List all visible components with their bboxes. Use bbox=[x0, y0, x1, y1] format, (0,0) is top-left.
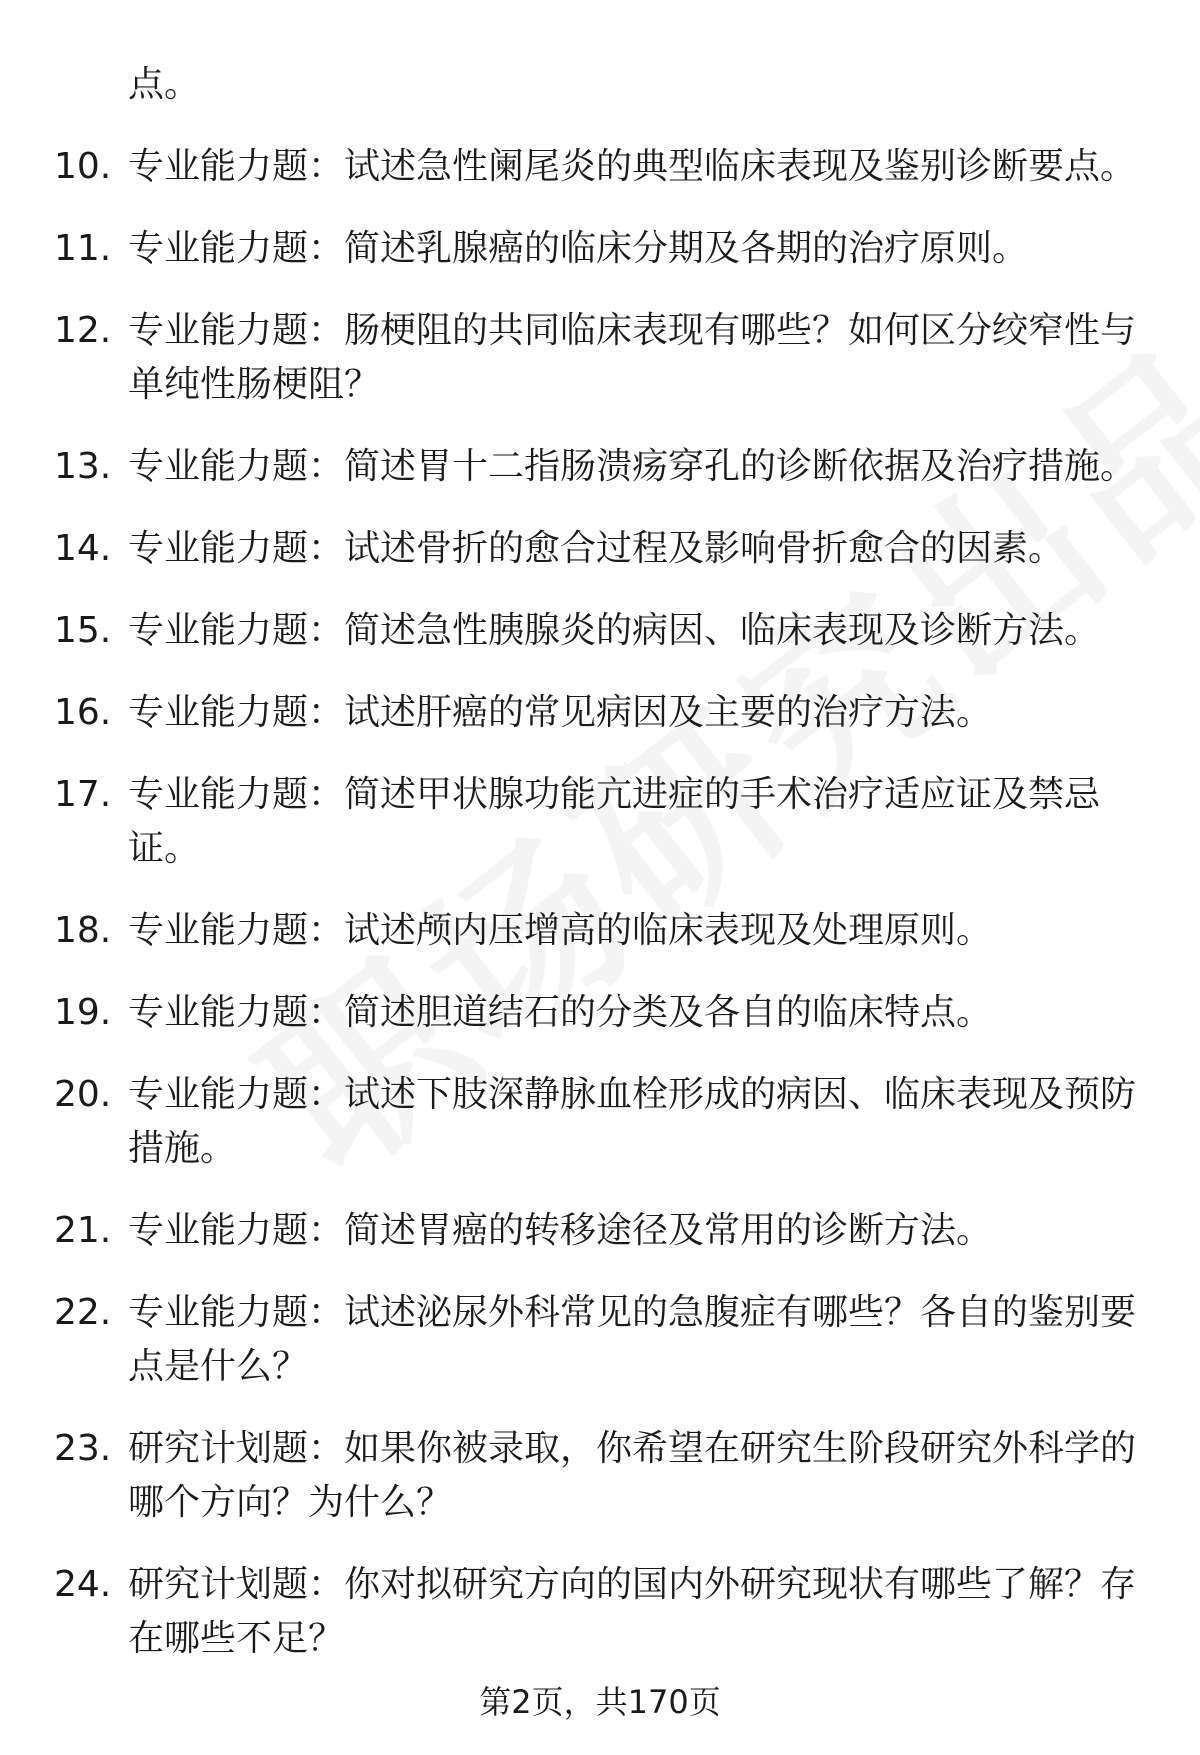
item-number: 18. bbox=[54, 910, 112, 951]
list-item bbox=[0, 222, 1200, 276]
list-item bbox=[0, 1068, 1200, 1176]
list-item bbox=[0, 140, 1200, 194]
item-text: 专业能力题：简述胃癌的转移途径及常用的诊断方法。 bbox=[128, 1210, 993, 1251]
item-text: 专业能力题：试述肝癌的常见病因及主要的治疗方法。 bbox=[128, 692, 993, 733]
item-text: 专业能力题：试述急性阑尾炎的典型临床表现及鉴别诊断要点。 bbox=[128, 146, 1137, 187]
question-list bbox=[0, 58, 1200, 1694]
item-text: 专业能力题：简述急性胰腺炎的病因、临床表现及诊断方法。 bbox=[128, 610, 1101, 651]
item-text: 专业能力题：试述骨折的愈合过程及影响骨折愈合的因素。 bbox=[128, 528, 1065, 569]
item-number: 21. bbox=[54, 1210, 112, 1251]
item-text: 专业能力题：肠梗阻的共同临床表现有哪些？如何区分绞窄性与单纯性肠梗阻？ bbox=[128, 310, 1137, 405]
item-text: 专业能力题：简述胃十二指肠溃疡穿孔的诊断依据及治疗措施。 bbox=[128, 446, 1137, 487]
item-text: 专业能力题：简述胆道结石的分类及各自的临床特点。 bbox=[128, 992, 993, 1033]
item-number: 11. bbox=[54, 228, 112, 269]
list-item bbox=[0, 904, 1200, 958]
item-number: 12. bbox=[54, 310, 112, 351]
list-item bbox=[0, 1422, 1200, 1530]
item-number: 13. bbox=[54, 446, 112, 487]
continuation-text: 点。 bbox=[128, 64, 201, 105]
item-text: 专业能力题：试述泌尿外科常见的急腹症有哪些？各自的鉴别要点是什么？ bbox=[128, 1292, 1137, 1387]
item-number: 16. bbox=[54, 692, 112, 733]
list-item bbox=[0, 768, 1200, 876]
item-text: 研究计划题：如果你被录取，你希望在研究生阶段研究外科学的哪个方向？为什么？ bbox=[128, 1428, 1137, 1523]
list-item bbox=[0, 440, 1200, 494]
item-number: 15. bbox=[54, 610, 112, 651]
list-item bbox=[0, 1286, 1200, 1394]
item-number: 20. bbox=[54, 1074, 112, 1115]
item-text: 专业能力题：简述甲状腺功能亢进症的手术治疗适应证及禁忌证。 bbox=[128, 774, 1101, 869]
item-text: 专业能力题：简述乳腺癌的临床分期及各期的治疗原则。 bbox=[128, 228, 1029, 269]
list-item bbox=[0, 686, 1200, 740]
item-number: 22. bbox=[54, 1292, 112, 1333]
item-number: 19. bbox=[54, 992, 112, 1033]
item-number: 17. bbox=[54, 774, 112, 815]
item-text: 研究计划题：你对拟研究方向的国内外研究现状有哪些了解？存在哪些不足？ bbox=[128, 1564, 1137, 1659]
item-number: 24. bbox=[54, 1564, 112, 1605]
item-number: 10. bbox=[54, 146, 112, 187]
list-item bbox=[0, 1204, 1200, 1258]
item-number: 23. bbox=[54, 1428, 112, 1469]
list-item bbox=[0, 522, 1200, 576]
list-item bbox=[0, 1558, 1200, 1666]
list-item bbox=[0, 604, 1200, 658]
item-text: 专业能力题：试述颅内压增高的临床表现及处理原则。 bbox=[128, 910, 993, 951]
page-footer: 第2页，共170页 bbox=[479, 1683, 721, 1721]
item-number: 14. bbox=[54, 528, 112, 569]
item-text: 专业能力题：试述下肢深静脉血栓形成的病因、临床表现及预防措施。 bbox=[128, 1074, 1137, 1169]
list-item bbox=[0, 304, 1200, 412]
list-item bbox=[0, 986, 1200, 1040]
